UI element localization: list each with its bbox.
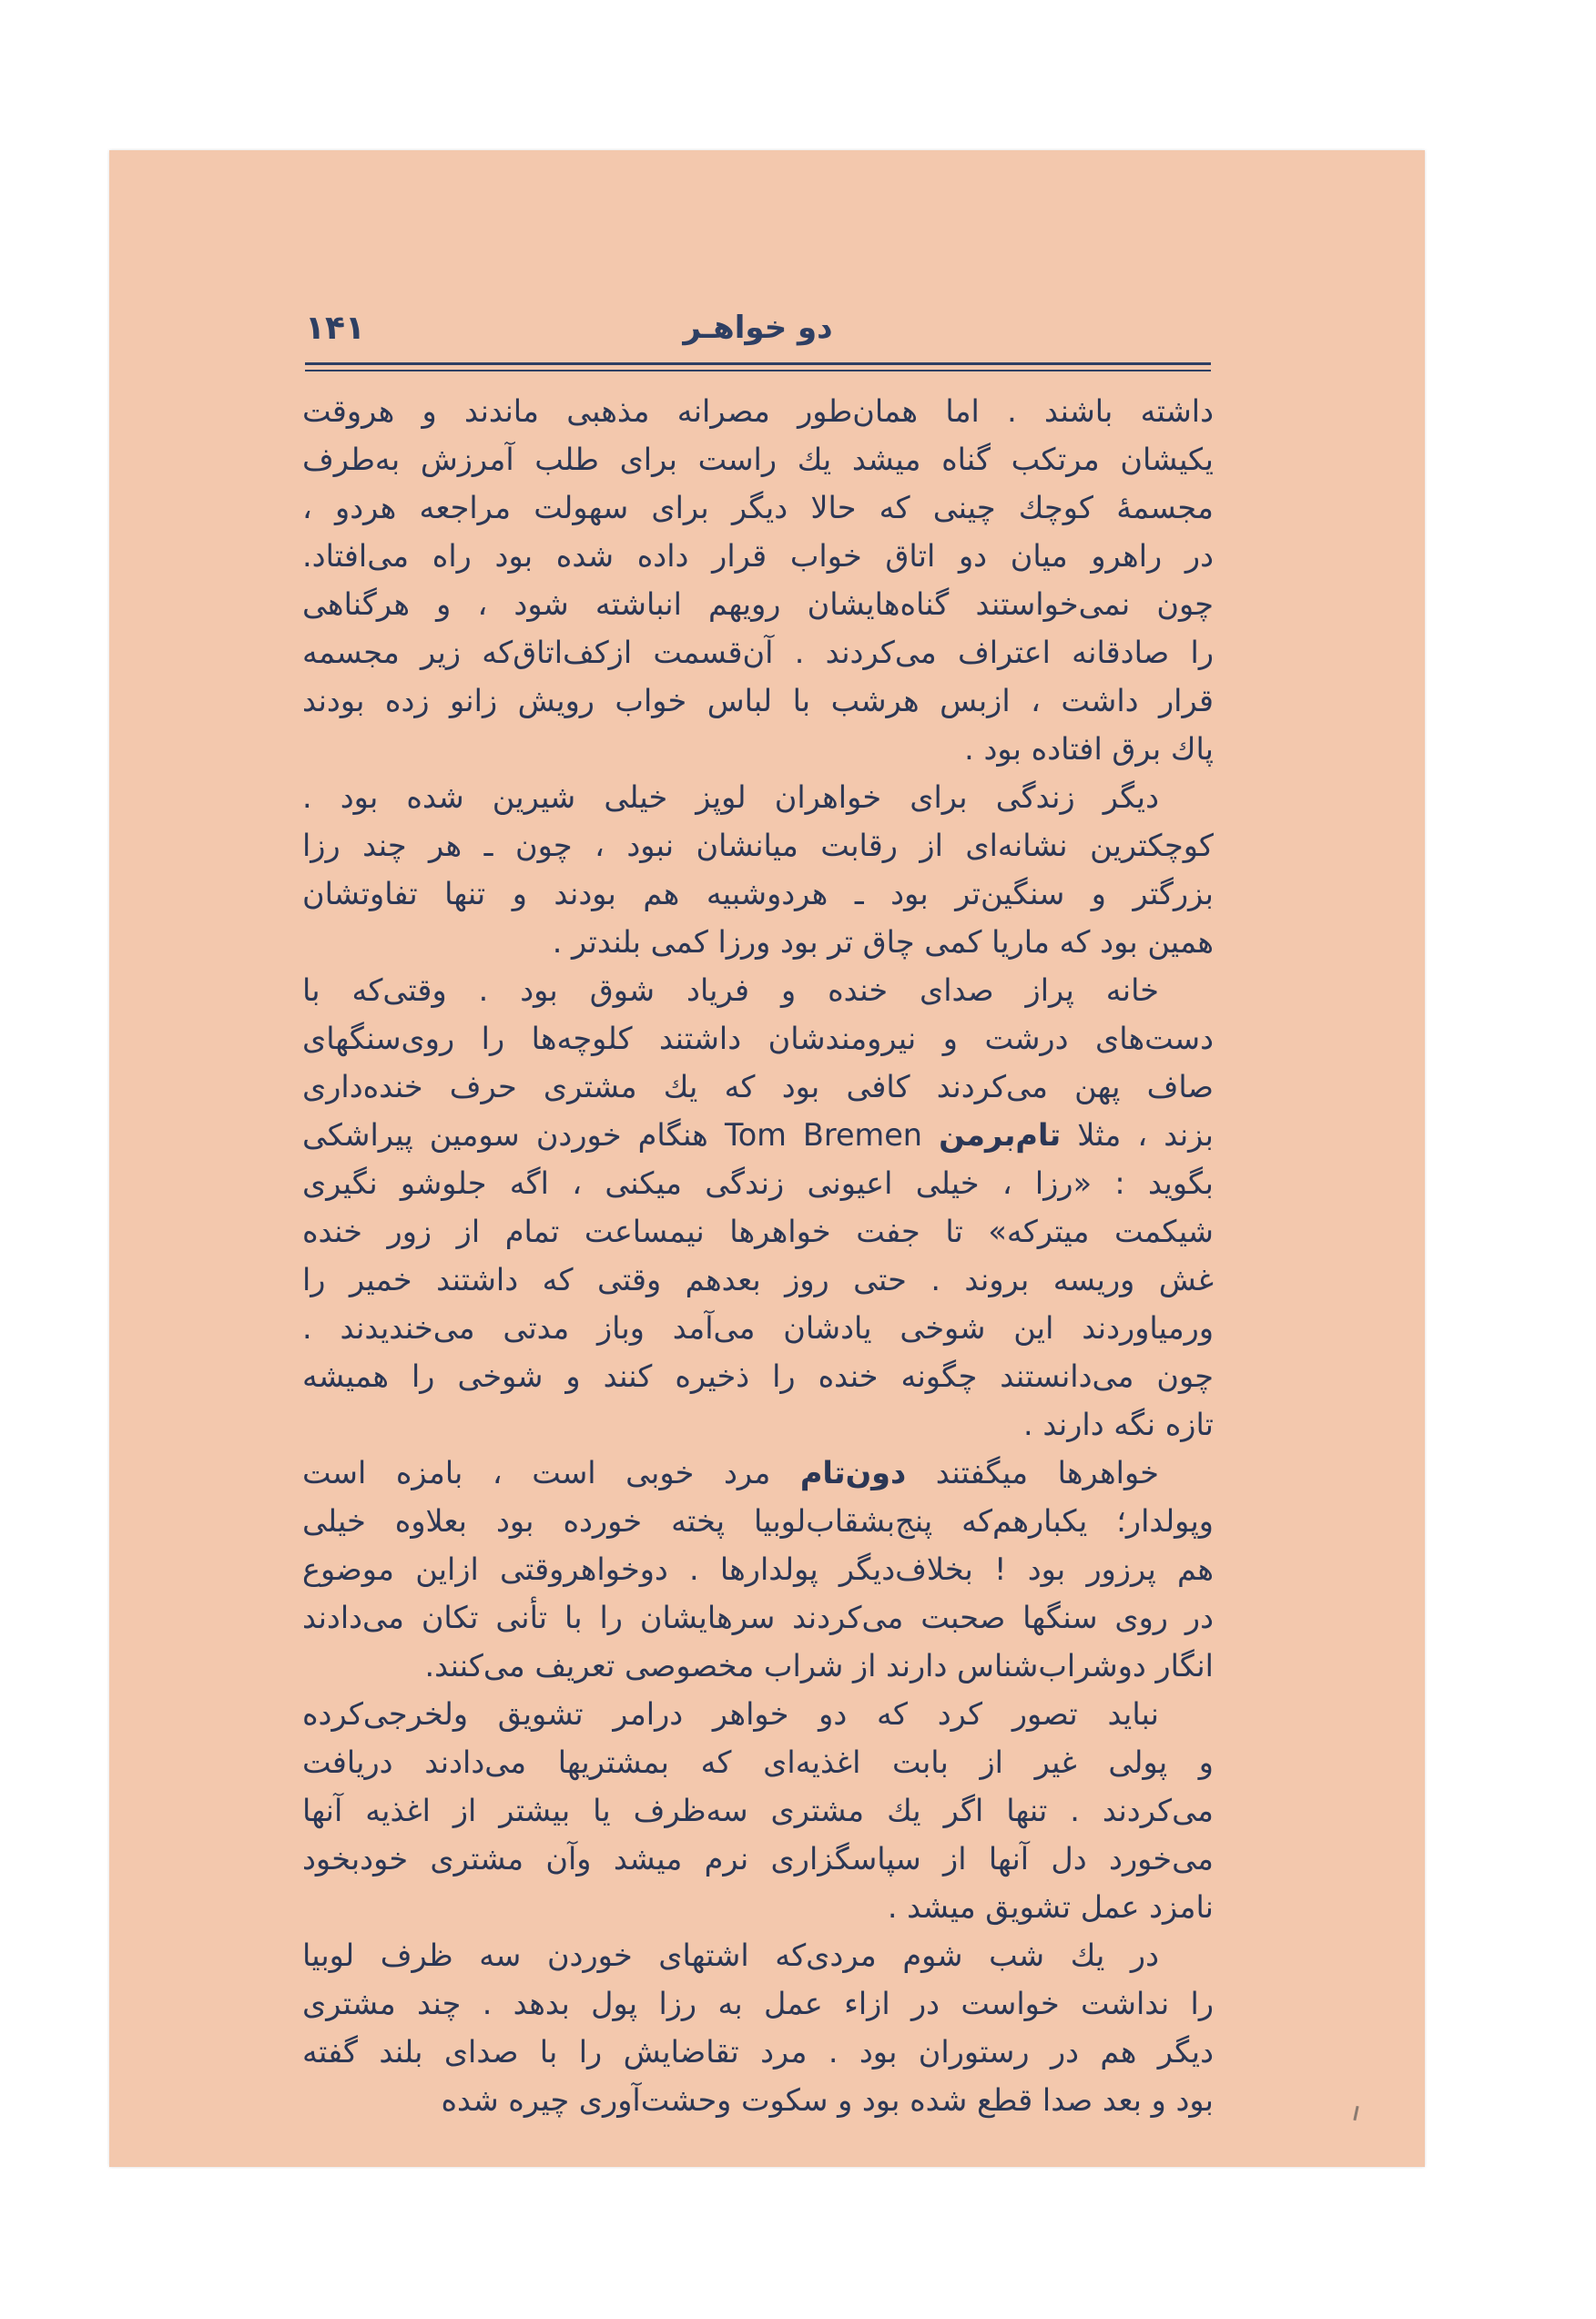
text-line bbox=[302, 628, 1214, 676]
text-run: غش وریسه بروند . حتی روز بعدهم وقتی که داشتند خمیر را bbox=[302, 1262, 1214, 1297]
text-line bbox=[302, 1256, 1214, 1304]
text-run: و پولی غیر از بابت اغذیه‌ای که بمشتریها می‌دادند دریافت bbox=[302, 1744, 1214, 1780]
text-line bbox=[302, 1497, 1214, 1545]
text-line bbox=[302, 580, 1214, 628]
text-line bbox=[302, 532, 1214, 580]
text-run: خواهرها میگفتند bbox=[906, 1455, 1159, 1490]
text-run: بزند ، مثلا bbox=[1061, 1117, 1214, 1153]
text-line bbox=[302, 1352, 1214, 1400]
text-run: می‌خورد دل آنها از سپاسگزاری نرم میشد وآن مشتری خودبخود bbox=[302, 1841, 1214, 1877]
text-line bbox=[302, 1304, 1214, 1352]
text-run: یکیشان مرتکب گناه میشد یك راست برای طلب آمرزش به‌طرف bbox=[302, 442, 1214, 477]
text-line bbox=[302, 1400, 1214, 1449]
text-run: وپولدار؛ یکبارهم‌که پنج‌بشقاب‌لوبیا پخته خورده بود بعلاوه خیلی bbox=[302, 1503, 1214, 1539]
text-run: ورمیاوردند این شوخی یادشان می‌آمد وباز مدتی می‌خندیدند . bbox=[302, 1310, 1214, 1346]
header-rule-bottom bbox=[305, 370, 1211, 371]
text-line bbox=[302, 773, 1214, 821]
page-number: ۱۴۱ bbox=[305, 310, 365, 347]
text-line bbox=[302, 1883, 1214, 1931]
text-line bbox=[302, 1979, 1214, 2028]
latin-name: Tom Bremen bbox=[724, 1117, 923, 1153]
text-line bbox=[302, 1014, 1214, 1063]
text-run: دست‌های درشت و نیرومندشان داشتند کلوچه‌ها را روی‌سنگهای bbox=[302, 1021, 1214, 1056]
text-line bbox=[302, 821, 1214, 870]
text-run: چون نمی‌خواستند گناه‌هایشان رویهم انباشته شود ، و هرگناهی bbox=[302, 586, 1214, 622]
text-run: پاك برق افتاده بود . bbox=[964, 731, 1214, 767]
text-run: در یك شب شوم مردی‌که اشتهای خوردن سه ظرف لوبیا bbox=[302, 1938, 1159, 1973]
text-line bbox=[302, 1449, 1214, 1497]
bold-name: تام‌برمن bbox=[939, 1117, 1062, 1153]
text-run: را نداشت خواست در ازاء عمل به رزا پول بدهد . چند مشتری bbox=[302, 1986, 1214, 2021]
text-run: بود و بعد صدا قطع شده بود و سکوت وحشت‌آوری چیره شده bbox=[441, 2082, 1214, 2118]
text-run: بزرگتر و سنگین‌تر بود ـ هردوشبیه هم بودند و تنها تفاوتشان bbox=[302, 876, 1214, 911]
text-line bbox=[302, 870, 1214, 918]
text-line bbox=[302, 1738, 1214, 1786]
text-run: نامزد عمل تشویق میشد . bbox=[887, 1889, 1214, 1925]
text-line bbox=[302, 435, 1214, 483]
text-line bbox=[302, 1593, 1214, 1642]
text-run: در راهرو میان دو اتاق خواب قرار داده شده بود راه می‌افتاد. bbox=[302, 538, 1214, 574]
text-run: کوچکترین نشانه‌ای از رقابت میانشان نبود ، چون ـ هر چند رزا bbox=[302, 828, 1214, 863]
paragraph bbox=[302, 966, 1214, 1449]
text-line bbox=[302, 483, 1214, 532]
header-rule-top bbox=[305, 362, 1211, 365]
chapter-title: دو خواهـر bbox=[683, 310, 833, 346]
text-run: خانه پراز صدای خنده و فریاد شوق بود . وقتی‌که با bbox=[302, 972, 1159, 1008]
text-run: همین بود که ماریا کمی چاق تر بود ورزا کمی بلندتر . bbox=[552, 924, 1214, 960]
text-line bbox=[302, 2076, 1214, 2124]
text-line bbox=[302, 1690, 1214, 1738]
text-run: دیگر هم در رستوران بود . مرد تقاضایش را با صدای بلند گفته bbox=[302, 2034, 1214, 2070]
text-run: نباید تصور کرد که دو خواهر درامر تشویق ولخرجی‌کرده bbox=[302, 1696, 1159, 1732]
text-run: می‌کردند . تنها اگر یك مشتری سه‌ظرف یا بیشتر از اغذیه آنها bbox=[302, 1793, 1214, 1828]
text-line bbox=[302, 676, 1214, 725]
text-line bbox=[302, 387, 1214, 435]
text-run: مرد خوبی است ، بامزه است bbox=[302, 1455, 800, 1490]
text-line bbox=[302, 1159, 1214, 1207]
text-line bbox=[302, 2028, 1214, 2076]
paragraph bbox=[302, 773, 1214, 966]
text-run: صاف پهن می‌کردند کافی بود که یك مشتری حرف خنده‌داری bbox=[302, 1069, 1214, 1104]
text-run: دیگر زندگی برای خواهران لوپز خیلی شیرین شده بود . bbox=[302, 779, 1159, 815]
text-run: هنگام خوردن سومین پیراشکی bbox=[302, 1117, 725, 1153]
text-run: انگار دوشراب‌شناس دارند از شراب مخصوصی تعریف می‌کنند. bbox=[424, 1648, 1214, 1683]
body-text bbox=[302, 387, 1214, 2124]
text-run: تازه نگه دارند . bbox=[1023, 1407, 1214, 1442]
text-run: مجسمهٔ کوچك چینی که حالا دیگر برای سهولت مراجعه هردو ، bbox=[302, 490, 1214, 525]
text-line bbox=[302, 1545, 1214, 1593]
text-run: قرار داشت ، ازبس هرشب با لباس خواب رویش زانو زده بودند bbox=[302, 683, 1214, 718]
text-run: بگوید : «رزا ، خیلی اعیونی زندگی میکنی ، اگه جلوشو نگیری bbox=[302, 1165, 1214, 1201]
text-line bbox=[302, 1786, 1214, 1835]
text-run bbox=[922, 1117, 939, 1153]
text-line bbox=[302, 966, 1214, 1014]
text-run: را صادقانه اعتراف می‌کردند . آن‌قسمت ازکف‌اتاق‌که زیر مجسمه bbox=[302, 635, 1214, 670]
text-run: هم پرزور بود ! بخلاف‌دیگر پولدارها . دوخواهروقتی ازاین موضوع bbox=[302, 1551, 1214, 1587]
paragraph bbox=[302, 1931, 1214, 2124]
text-run: داشته باشند . اما همان‌طور مصرانه مذهبی ماندند و هروقت bbox=[302, 393, 1214, 429]
text-line bbox=[302, 1642, 1214, 1690]
text-run: شیکمت میترکه» تا جفت خواهرها نیمساعت تمام از زور خنده bbox=[302, 1214, 1214, 1249]
paragraph bbox=[302, 1690, 1214, 1931]
text-run: در روی سنگها صحبت می‌کردند سرهایشان را با تأنی تکان می‌دادند bbox=[302, 1600, 1214, 1635]
bold-name: دون‌تام bbox=[799, 1455, 907, 1490]
text-line bbox=[302, 918, 1214, 966]
running-header bbox=[305, 310, 1211, 373]
text-line bbox=[302, 1111, 1214, 1159]
book-page bbox=[109, 150, 1425, 2167]
paragraph bbox=[302, 387, 1214, 773]
text-line bbox=[302, 1931, 1214, 1979]
text-line bbox=[302, 1835, 1214, 1883]
text-line bbox=[302, 1063, 1214, 1111]
paragraph bbox=[302, 1449, 1214, 1690]
text-line bbox=[302, 1207, 1214, 1256]
text-line bbox=[302, 725, 1214, 773]
text-run: چون می‌دانستند چگونه خنده را ذخیره کنند و شوخی را همیشه bbox=[302, 1358, 1214, 1394]
margin-mark bbox=[1353, 2106, 1358, 2121]
